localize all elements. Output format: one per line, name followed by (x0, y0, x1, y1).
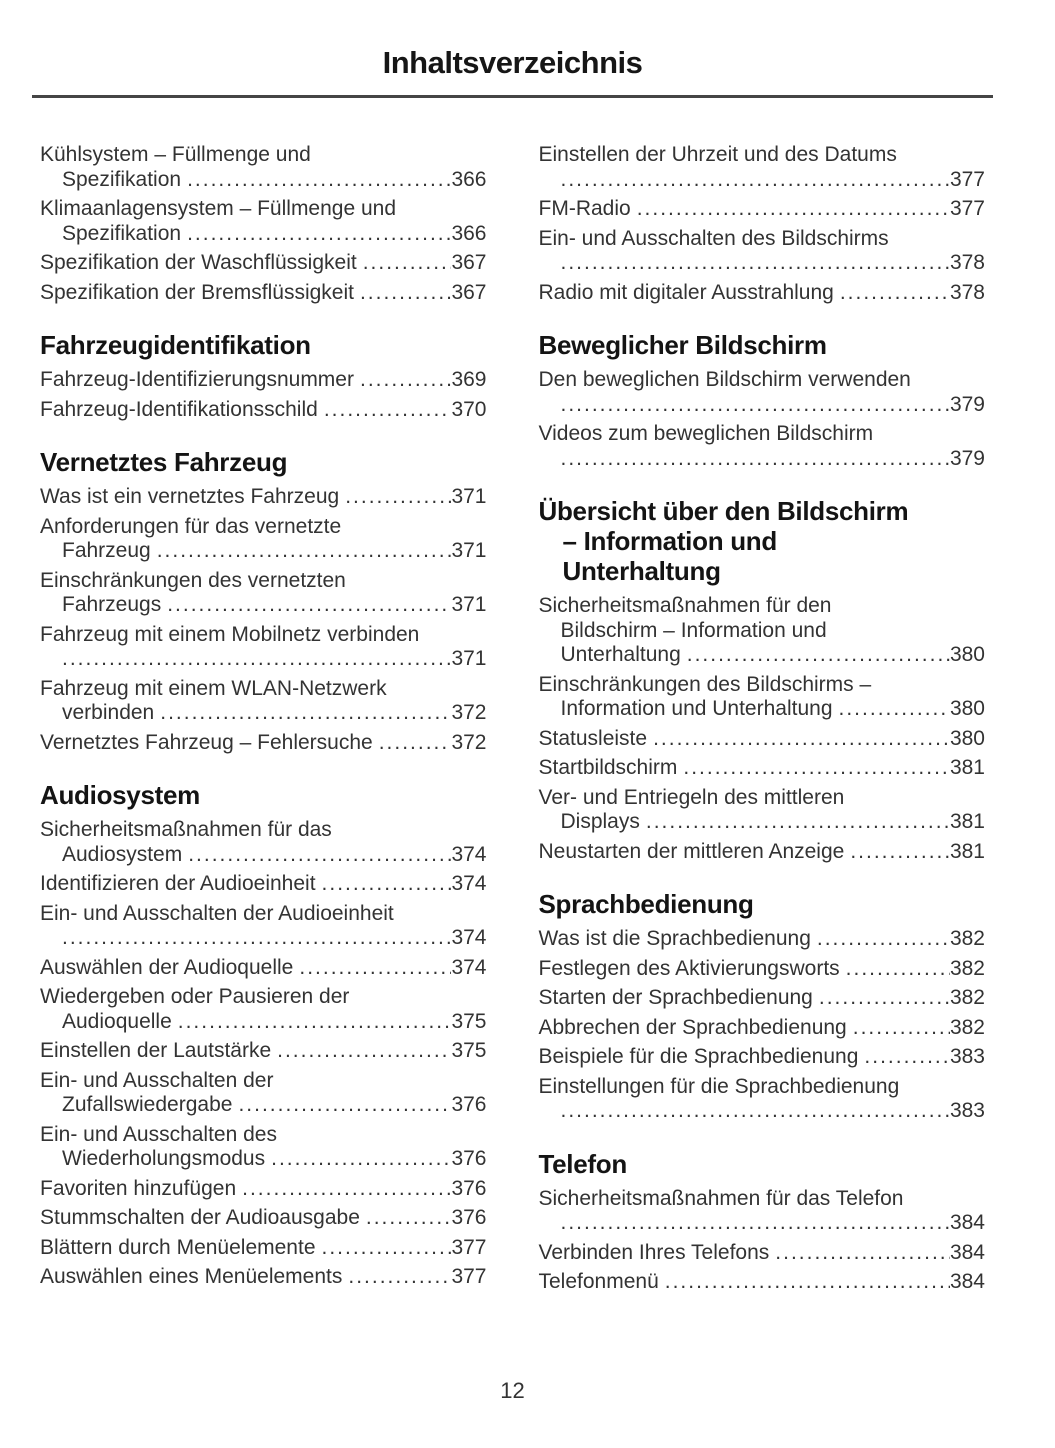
toc-entry-text: Wiederholungsmodus (62, 1147, 266, 1170)
toc-entry-text: Einschränkungen des vernetzten (40, 568, 346, 592)
section-heading-line: Telefon (538, 1148, 627, 1179)
section-heading (539, 330, 986, 360)
toc-entry-text: Startbildschirm (538, 756, 678, 779)
page-number: 375 (451, 1009, 487, 1033)
section-heading-line: Vernetztes Fahrzeug (40, 447, 288, 477)
toc-entry-text: Displays (560, 810, 640, 833)
page-number: 380 (949, 643, 985, 666)
toc-entry (539, 673, 986, 722)
page-number: 371 (451, 647, 487, 670)
dot-leader (187, 168, 451, 193)
dot-leader (360, 368, 451, 393)
toc-entry (539, 927, 986, 952)
toc-entry (539, 727, 986, 752)
toc-entry (539, 957, 986, 982)
toc-entry-text: Fahrzeug (62, 539, 151, 562)
toc-entry-text: Identifizieren der Audioeinheit (40, 872, 316, 895)
section-heading-line: Fahrzeugidentifikation (40, 330, 311, 360)
page-number: 378 (949, 251, 985, 274)
dot-leader (561, 1099, 950, 1124)
page-number: 379 (949, 392, 985, 416)
section-heading-line: Sprachbedienung (538, 889, 754, 919)
toc-entry-text: Audioquelle (62, 1009, 172, 1033)
toc-entry-text: Verbinden Ihres Telefons (538, 1240, 770, 1264)
dot-leader (62, 926, 451, 951)
toc-entry (40, 872, 487, 897)
toc-entry (40, 1039, 487, 1064)
toc-entry-text: Zufallswiedergabe (62, 1093, 233, 1116)
section-heading-line: Übersicht über den Bildschirm (538, 496, 909, 526)
toc-entry (539, 786, 986, 835)
dot-leader (363, 251, 452, 276)
toc-entry (539, 227, 986, 276)
dot-leader (345, 485, 451, 510)
toc-entry-text: Vernetztes Fahrzeug – Fehlersuche (40, 730, 373, 754)
toc-entry-text: Den beweglichen Bildschirm verwenden (538, 368, 911, 391)
toc-entry-text: Beispiele für die Sprachbedienung (538, 1045, 859, 1068)
page-number: 382 (949, 1015, 985, 1039)
section-heading (40, 330, 487, 360)
toc-entry-text: Fahrzeugs (62, 593, 162, 616)
toc-entry-text: Unterhaltung (560, 643, 681, 666)
dot-leader (238, 1093, 451, 1118)
toc-entry (40, 197, 487, 246)
page-number: 372 (451, 730, 487, 754)
toc-entry-text: Auswählen eines Menüelements (40, 1265, 343, 1288)
dot-leader (360, 281, 451, 306)
page-number: 376 (451, 1093, 487, 1116)
section-heading-line: Beweglicher Bildschirm (538, 330, 827, 360)
page-number: 384 (949, 1270, 985, 1293)
dot-leader (687, 643, 950, 668)
toc-entry (40, 569, 487, 618)
page-number: 372 (451, 701, 487, 724)
page-number: 377 (451, 1265, 487, 1288)
toc-entry-text: Bildschirm – Information und (560, 618, 827, 642)
dot-leader (846, 957, 950, 982)
dot-leader (322, 1236, 452, 1261)
dot-leader (561, 1211, 950, 1236)
page-number: 366 (451, 221, 487, 245)
toc-entry-text: Einstellen der Lautstärke (40, 1039, 272, 1062)
toc-entry-text: Spezifikation der Waschflüssigkeit (40, 251, 357, 274)
toc-entry (40, 1236, 487, 1261)
dot-leader (653, 727, 950, 752)
page-number: 371 (451, 485, 487, 508)
page-number: 375 (451, 1039, 487, 1062)
page-number: 374 (451, 842, 487, 866)
dot-leader (322, 872, 452, 897)
dot-leader (864, 1045, 950, 1070)
page-number: 374 (451, 955, 487, 979)
toc-entry (539, 1045, 986, 1070)
toc-entry (539, 1187, 986, 1236)
dot-leader (840, 281, 950, 306)
dot-leader (850, 840, 950, 865)
dot-leader (637, 197, 950, 222)
page-number: 371 (451, 593, 487, 616)
folio-page-number: 12 (500, 1378, 525, 1403)
toc-column-right (539, 143, 986, 1300)
toc-entry (40, 485, 487, 510)
toc-entry (539, 1270, 986, 1295)
page-number: 371 (451, 539, 487, 562)
toc-entry-text: Anforderungen für das vernetzte (40, 514, 342, 538)
toc-entry-text: Auswählen der Audioquelle (40, 955, 294, 979)
dot-leader (561, 251, 950, 276)
dot-leader (299, 956, 451, 981)
toc-entry-text: Starten der Sprachbedienung (538, 986, 813, 1009)
dot-leader (646, 810, 950, 835)
toc-entry (40, 731, 487, 756)
toc-entry (40, 1206, 487, 1231)
toc-entry (40, 956, 487, 981)
toc-entry-text: Ein- und Ausschalten der Audioeinheit (40, 901, 394, 925)
page-number: 382 (949, 986, 985, 1009)
toc-entry (539, 1016, 986, 1041)
page-number: 369 (451, 368, 487, 391)
toc-entry-text: Einschränkungen des Bildschirms – (538, 672, 872, 696)
toc-entry (40, 818, 487, 867)
toc-columns (40, 143, 985, 1300)
toc-entry (539, 1241, 986, 1266)
toc-entry (40, 1265, 487, 1290)
page-number: 377 (949, 167, 985, 191)
dot-leader (188, 843, 451, 868)
dot-leader (665, 1270, 950, 1295)
toc-entry (40, 1123, 487, 1172)
dot-leader (819, 986, 950, 1011)
toc-entry-text: Videos zum beweglichen Bildschirm (538, 422, 874, 445)
toc-entry (40, 281, 487, 306)
page-number: 377 (949, 197, 985, 220)
toc-entry (539, 840, 986, 865)
toc-entry (539, 986, 986, 1011)
toc-entry-text: Kühlsystem – Füllmenge und (40, 143, 311, 166)
toc-entry (40, 623, 487, 672)
page-number: 379 (949, 446, 985, 470)
dot-leader (853, 1016, 950, 1041)
dot-leader (167, 593, 451, 618)
section-heading-line: Unterhaltung (562, 556, 721, 586)
dot-leader (775, 1241, 950, 1266)
page-number: 376 (451, 1176, 487, 1200)
dot-leader (379, 731, 452, 756)
page-number: 382 (949, 956, 985, 980)
dot-leader (277, 1039, 451, 1064)
dot-leader (683, 756, 950, 781)
page-number: 374 (451, 872, 487, 895)
toc-entry-text: Wiedergeben oder Pausieren der (40, 985, 350, 1008)
toc-entry (40, 368, 487, 393)
page-number: 367 (451, 280, 487, 304)
toc-entry-text: Telefonmenü (538, 1270, 659, 1293)
toc-entry-text: Fahrzeug-Identifikationsschild (40, 397, 318, 421)
toc-entry (40, 985, 487, 1034)
page-number: 380 (949, 697, 985, 720)
dot-leader (561, 447, 950, 472)
page-number: 374 (451, 926, 487, 949)
page-number: 384 (949, 1211, 985, 1234)
toc-entry-text: Abbrechen der Sprachbedienung (538, 1015, 847, 1039)
toc-entry-text: Was ist ein vernetztes Fahrzeug (40, 485, 340, 508)
dot-leader (178, 1010, 452, 1035)
section-heading (40, 447, 487, 477)
toc-entry (40, 1069, 487, 1118)
toc-entry-text: Spezifikation (62, 167, 182, 191)
title-divider (32, 95, 993, 98)
toc-entry-text: Fahrzeug mit einem WLAN-Netzwerk (40, 676, 387, 700)
toc-entry (40, 1177, 487, 1202)
page-number: 381 (949, 756, 985, 779)
page-number: 366 (451, 167, 487, 191)
page-number: 380 (949, 726, 985, 750)
toc-entry-text: Neustarten der mittleren Anzeige (538, 839, 845, 863)
toc-entry-text: Spezifikation der Bremsflüssigkeit (40, 280, 354, 304)
toc-entry-text: Einstellungen für die Sprachbedienung (538, 1074, 900, 1098)
toc-entry (40, 515, 487, 564)
toc-entry-text: Klimaanlagensystem – Füllmenge und (40, 197, 397, 220)
page-number: 378 (949, 280, 985, 304)
section-heading-line: Audiosystem (40, 780, 200, 810)
toc-entry-text: Audiosystem (62, 842, 183, 866)
toc-entry-text: Festlegen des Aktivierungsworts (538, 956, 840, 980)
section-heading (40, 780, 487, 810)
dot-leader (817, 927, 950, 952)
toc-column-left (40, 143, 487, 1300)
toc-entry-text: Sicherheitsmaßnahmen für den (538, 594, 832, 617)
dot-leader (271, 1147, 451, 1172)
dot-leader (157, 539, 452, 564)
toc-entry (539, 143, 986, 192)
dot-leader (242, 1177, 451, 1202)
page-number: 377 (451, 1235, 487, 1259)
dot-leader (160, 701, 451, 726)
toc-entry (40, 251, 487, 276)
toc-entry-text: Sicherheitsmaßnahmen für das Telefon (538, 1186, 904, 1210)
section-heading-line: – Information und (562, 526, 777, 556)
toc-entry (40, 143, 487, 192)
toc-entry-text: Radio mit digitaler Ausstrahlung (538, 280, 834, 304)
toc-entry (539, 422, 986, 471)
toc-entry (539, 756, 986, 781)
page-number: 381 (949, 839, 985, 863)
dot-leader (366, 1206, 452, 1231)
page-title: Inhaltsverzeichnis (382, 45, 643, 80)
toc-entry-text: Fahrzeug-Identifizierungsnummer (40, 368, 354, 391)
toc-entry-text: Fahrzeug mit einem Mobilnetz verbinden (40, 622, 420, 646)
page-number: 376 (451, 1206, 487, 1229)
toc-entry-text: Statusleiste (538, 726, 648, 750)
toc-entry-text: Information und Unterhaltung (560, 697, 833, 720)
dot-leader (348, 1265, 451, 1290)
page-number: 383 (949, 1099, 985, 1122)
dot-leader (561, 168, 950, 193)
page-number: 367 (451, 251, 487, 274)
toc-entry-text: verbinden (62, 701, 155, 724)
toc-entry (539, 281, 986, 306)
toc-entry-text: Stummschalten der Audioausgabe (40, 1206, 360, 1229)
dot-leader (839, 697, 950, 722)
toc-entry-text: Was ist die Sprachbedienung (538, 927, 811, 950)
toc-entry-text: Ein- und Ausschalten des Bildschirms (538, 226, 889, 250)
page-number: 381 (949, 810, 985, 833)
page-number: 383 (949, 1045, 985, 1068)
dot-leader (561, 393, 950, 418)
dot-leader (324, 398, 452, 423)
toc-entry-text: Ver- und Entriegeln des mittleren (538, 785, 845, 809)
toc-entry-text: Favoriten hinzufügen (40, 1176, 237, 1200)
toc-entry-text: FM-Radio (538, 197, 631, 220)
page-number: 376 (451, 1147, 487, 1170)
toc-entry (539, 594, 986, 668)
page-number: 384 (949, 1240, 985, 1264)
dot-leader (187, 222, 451, 247)
section-heading (539, 889, 986, 919)
toc-entry-text: Sicherheitsmaßnahmen für das (40, 818, 332, 841)
toc-entry (539, 1075, 986, 1124)
page-number: 382 (949, 927, 985, 950)
toc-entry (40, 677, 487, 726)
page-number: 370 (451, 397, 487, 421)
toc-entry (539, 368, 986, 417)
toc-entry-text: Blättern durch Menüelemente (40, 1235, 316, 1259)
toc-entry-text: Ein- und Ausschalten der (40, 1068, 274, 1092)
toc-entry (40, 398, 487, 423)
toc-entry-text: Ein- und Ausschalten des (40, 1122, 277, 1146)
toc-entry (539, 197, 986, 222)
section-heading (539, 1149, 986, 1179)
toc-entry-text: Spezifikation (62, 221, 182, 245)
toc-entry-text: Einstellen der Uhrzeit und des Datums (538, 143, 897, 166)
dot-leader (62, 647, 451, 672)
toc-entry (40, 902, 487, 951)
section-heading (539, 496, 986, 586)
